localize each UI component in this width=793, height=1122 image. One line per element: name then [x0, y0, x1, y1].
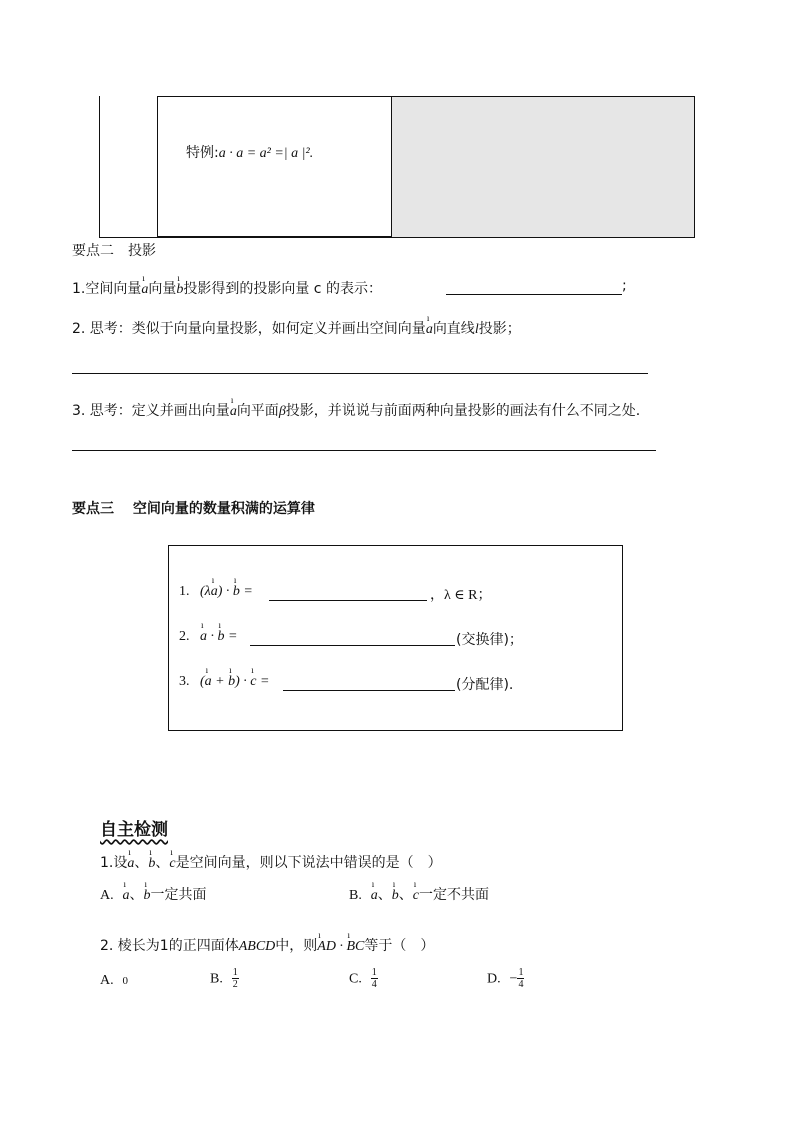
law3-blank[interactable] [283, 676, 455, 691]
vector-a: ı a [230, 404, 237, 420]
law-1: 1. (λı a) · ı b = [179, 584, 253, 600]
fraction-neg-one-quarter: $\frac{1}{4}$ [518, 967, 524, 990]
item2-answer-line[interactable] [72, 373, 648, 374]
line-l-symbol: l [474, 322, 479, 337]
fraction-one-half: $\frac{1}{2}$ [232, 967, 238, 990]
law1-cond: ，λ ∈ R； [430, 588, 492, 603]
law-2: 2. ı a · ı b = [179, 629, 237, 645]
item3-answer-line[interactable] [72, 450, 656, 451]
section3-title: 要点三 空间向量的数量积满的运算律 [72, 501, 315, 517]
plane-beta-symbol: β [278, 404, 286, 419]
vector-a: ı a [141, 282, 148, 298]
law-3: 3. (ı a + ı b) · ı c = [179, 674, 269, 690]
vector-b: ı b [176, 282, 183, 298]
self-check-title: 自主检测 [100, 820, 168, 840]
law2-note: (交换律)； [456, 632, 523, 648]
q2-option-a[interactable]: A. 0 [100, 973, 129, 988]
section2-title: 要点二 投影 [72, 243, 156, 259]
special-case-text: 特例:a · a = a² =| a |². [186, 145, 314, 161]
section2-item3: 3. 思考：定义并画出向量ı a向平面β投影，并说说与前面两种向量投影的画法有什么不同之处. [72, 400, 640, 420]
q2-option-d[interactable]: D. − $\frac{1}{4}$ [487, 967, 524, 990]
vector-a: ı a [426, 322, 433, 338]
law1-blank[interactable] [269, 586, 427, 601]
law2-blank[interactable] [250, 631, 455, 646]
q1-option-a[interactable]: A. ı a、ı b一定共面 [100, 884, 207, 904]
section2-item2: 2. 思考：类似于向量向量投影，如何定义并画出空间向量ı a向直线l投影； [72, 318, 521, 338]
q2-option-b[interactable]: B. $\frac{1}{2}$ [210, 967, 238, 990]
section2-item1: 1.空间向量ı a向量ı b投影得到的投影向量 c 的表示： [72, 278, 382, 298]
table-left-border [99, 96, 100, 237]
q2-stem: 2. 棱长为1的正四面体ABCD中，则ı AD · ı BC等于（ ） [100, 935, 434, 955]
item1-end: ; [622, 278, 627, 294]
q1-stem: 1.设ı a、ı b、ı c是空间向量，则以下说法中错误的是（ ） [100, 852, 442, 872]
special-case-formula: a · a = a² =| a |². [218, 146, 314, 161]
q1-option-b[interactable]: B. ı a、ı b、ı c一定不共面 [349, 884, 489, 904]
item1-answer-blank[interactable] [446, 280, 622, 295]
fraction-one-quarter: $\frac{1}{4}$ [371, 967, 377, 990]
law3-note: (分配律). [456, 677, 514, 693]
table-cell-shaded [391, 96, 695, 238]
q2-option-c[interactable]: C. $\frac{1}{4}$ [349, 967, 377, 990]
table-cell-formula [157, 96, 392, 237]
